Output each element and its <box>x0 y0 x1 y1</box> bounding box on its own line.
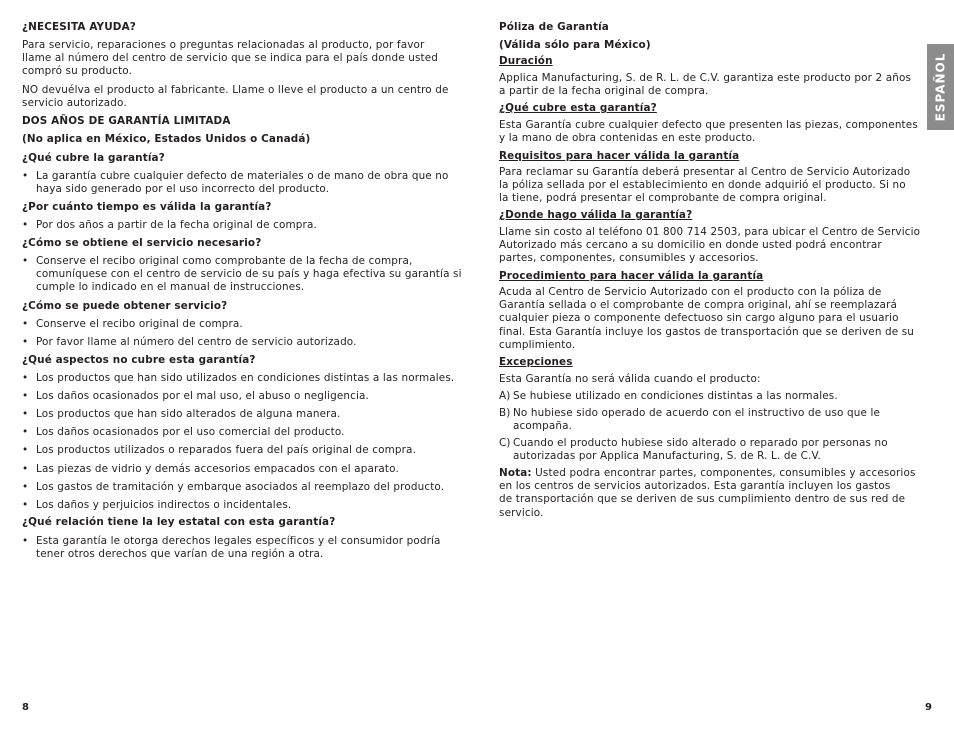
exception-marker: A) <box>499 390 511 402</box>
duration-line: a partir de la fecha original de compra. <box>499 85 709 98</box>
note-line: servicio. <box>499 506 544 519</box>
bullet-icon: • <box>22 498 29 511</box>
need-help-heading: ¿NECESITA AYUDA? <box>22 21 136 33</box>
procedure-heading: Procedimiento para hacer válida la garantía <box>499 270 764 282</box>
warranty-heading: DOS AÑOS DE GARANTÍA LIMITADA <box>22 115 231 127</box>
list-item-text: Por favor llame al número del centro de servicio autorizado. <box>36 335 357 348</box>
procedure-line: Acuda al Centro de Servicio Autorizado con el producto con la póliza de <box>499 286 882 298</box>
covers-line: Esta Garantía cubre cualquier defecto que presenten las piezas, componentes <box>499 119 918 131</box>
duration-heading: Duración <box>499 55 553 67</box>
bullet-icon: • <box>22 372 29 384</box>
list-item-text: Esta garantía le otorga derechos legales específicos y el consumidor podría <box>36 535 441 547</box>
list-item-text: Conserve el recibo original como comprobante de la fecha de compra, <box>36 255 413 267</box>
duration-line: Applica Manufacturing, S. de R. L. de C.V. garantiza este producto por 2 años <box>499 72 912 84</box>
list-item-text: Los daños y perjuicios indirectos o incidentales. <box>36 498 292 511</box>
covers-line: y la mano de obra contenidas en este producto. <box>499 132 756 145</box>
policy-title: Póliza de Garantía <box>499 21 609 33</box>
list-item-text: Los daños ocasionados por el uso comercial del producto. <box>36 426 345 439</box>
list-item-text: Los productos que han sido utilizados en condiciones distintas a las normales. <box>36 372 455 384</box>
list-item-text: haya sido generado por el uso incorrecto del producto. <box>36 183 330 196</box>
exception-marker: C) <box>499 437 511 449</box>
bullet-icon: • <box>22 219 29 231</box>
bullet-icon: • <box>22 444 29 457</box>
procedure-line: final. Esta Garantía incluye los gastos de transportación que se deriven de su <box>499 325 915 338</box>
exceptions-heading: Excepciones <box>499 356 573 368</box>
list-item-text: Los productos que han sido alterados de alguna manera. <box>36 408 341 421</box>
return-notice-line: NO devuélva el producto al fabricante. Llame o lleve el producto a un centro de <box>22 84 449 96</box>
list-item-text: tener otros derechos que varían de una región a otra. <box>36 548 324 561</box>
requirements-line: la tiene, podrá presentar el comprobante de compra original. <box>499 192 827 205</box>
bullet-icon: • <box>22 426 29 439</box>
note-line: Nota: Usted podra encontrar partes, componentes, consumibles y accesorios <box>499 467 916 479</box>
procedure-line: cualquier pieza o componente defectuoso sin cargo alguno para el usuario <box>499 312 899 325</box>
procedure-line: Garantía sellada o el comprobante de compra original, ahí se reemplazará <box>499 299 898 312</box>
language-tab <box>927 44 954 130</box>
bullet-icon: • <box>22 390 29 403</box>
page-number-left: 8 <box>22 702 30 713</box>
requirements-line: Para reclamar su Garantía deberá presentar al Centro de Servicio Autorizado <box>499 166 911 178</box>
policy-subtitle: (Válida sólo para México) <box>499 39 651 51</box>
exception-text: autorizadas por Applica Manufacturing, S. de R. L. de C.V. <box>513 450 821 463</box>
return-notice-line: servicio autorizado. <box>22 97 127 110</box>
bullet-icon: • <box>22 408 29 421</box>
note-line: en los centros de servicios autorizados. Esta garantía incluyen los gastos <box>499 480 891 493</box>
procedure-line: cumplimiento. <box>499 338 576 351</box>
exception-text: Cuando el producto hubiese sido alterado o reparado por personas no <box>513 437 888 449</box>
exception-text: acompaña. <box>513 420 573 433</box>
bullet-icon: • <box>22 318 29 330</box>
where-heading: ¿Donde hago válida la garantía? <box>499 209 693 221</box>
need-help-line: compró su producto. <box>22 65 133 78</box>
note-label: Nota: <box>499 467 532 479</box>
list-item-text: Los daños ocasionados por el mal uso, el abuso o negligencia. <box>36 390 369 403</box>
warranty-subheading: (No aplica en México, Estados Unidos o Canadá) <box>22 133 311 145</box>
list-item-text: cumple lo indicado en el manual de instrucciones. <box>36 281 305 294</box>
need-help-line: llame al número del centro de servicio que se indica para el país donde usted <box>22 52 439 65</box>
exceptions-intro: Esta Garantía no será válida cuando el producto: <box>499 373 761 385</box>
note-line: de transportación que se deriven de sus cumplimiento dentro de sus red de <box>499 493 906 506</box>
language-tab-label: ESPAÑOL <box>932 52 947 122</box>
bullet-icon: • <box>22 480 29 493</box>
exception-text: Se hubiese utilizado en condiciones distintas a las normales. <box>513 390 838 402</box>
where-line: Autorizado más cercano a su domicilio en donde usted podrá encontrar <box>499 239 882 252</box>
question-not-covered: ¿Qué aspectos no cubre esta garantía? <box>22 354 256 366</box>
where-line: partes, componentes, consumibles y accesorios. <box>499 252 759 265</box>
question-coverage: ¿Qué cubre la garantía? <box>22 152 165 164</box>
exception-text: No hubiese sido operado de acuerdo con el instructivo de uso que le <box>513 407 881 419</box>
bullet-icon: • <box>22 335 29 348</box>
question-get-service: ¿Cómo se puede obtener servicio? <box>22 300 228 312</box>
list-item-text: Conserve el recibo original de compra. <box>36 318 243 330</box>
question-duration: ¿Por cuánto tiempo es válida la garantía? <box>22 201 272 213</box>
list-item-text: La garantía cubre cualquier defecto de materiales o de mano de obra que no <box>36 170 449 182</box>
bullet-icon: • <box>22 535 29 547</box>
bullet-icon: • <box>22 462 29 475</box>
exception-marker: B) <box>499 407 511 419</box>
question-service-how: ¿Cómo se obtiene el servicio necesario? <box>22 237 262 249</box>
bullet-icon: • <box>22 255 29 267</box>
list-item-text: Por dos años a partir de la fecha original de compra. <box>36 219 317 231</box>
where-line: Llame sin costo al teléfono 01 800 714 2503, para ubicar el Centro de Servicio <box>499 226 921 238</box>
list-item-text: Los gastos de tramitación y embarque asociados al reemplazo del producto. <box>36 480 445 493</box>
list-item-text: Las piezas de vidrio y demás accesorios empacados con el aparato. <box>36 462 399 475</box>
question-state-law: ¿Qué relación tiene la ley estatal con esta garantía? <box>22 516 336 528</box>
list-item-text: Los productos utilizados o reparados fuera del país original de compra. <box>36 444 417 457</box>
requirements-line: la póliza sellada por el establecimiento en donde adquirió el producto. Si no <box>499 179 906 192</box>
requirements-heading: Requisitos para hacer válida la garantía <box>499 150 740 162</box>
covers-heading: ¿Qué cubre esta garantía? <box>499 102 657 114</box>
page-number-right: 9 <box>925 702 933 713</box>
need-help-line: Para servicio, reparaciones o preguntas relacionadas al producto, por favor <box>22 39 425 51</box>
bullet-icon: • <box>22 170 29 182</box>
list-item-text: comuníquese con el centro de servicio de su país y haga efectiva su garantía si <box>36 268 462 281</box>
